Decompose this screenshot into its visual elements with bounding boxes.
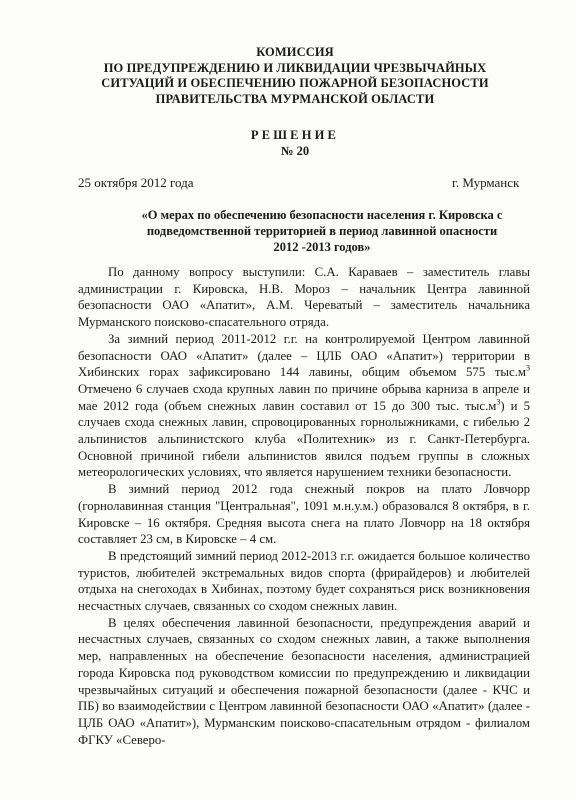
subject-line-1: «О мерах по обеспечению безопасности населения г. Кировска с <box>141 208 503 222</box>
decision-title: РЕШЕНИЕ <box>250 128 340 142</box>
subject-line-3: 2012 -2013 годов» <box>273 240 371 254</box>
paragraph-avalanche-stats-part-3: ) и 5 случаев схода снежных лавин, спровоцированных горнолыжниками, с гибелью 2 альпинистов альпинистского клуба «Политехник» из г. Санкт-Петербурга. Основной причиной гибели альпинистов явился подъем группы в сложных метеорологических условиях, что является нарушением техники безопасности. <box>78 398 530 480</box>
paragraph-avalanche-stats-part-1: За зимний период 2011-2012 г.г. на контролируемой Центром лавинной безопасности ОАО «Апатит» (далее – ЦЛБ ОАО «Апатит») территории в Хибинских горах зафиксировано 144 лавины, общим объемом 575 тыс.м <box>78 331 530 380</box>
subject-line-2: подведомственной территорией в период лавинной опасности <box>146 224 498 238</box>
paragraph-speakers: По данному вопросу выступили: С.А. Караваев – заместитель главы администрации г. Кировска, Н.В. Мороз – начальник Центра лавинной безопасности ОАО «Апатит», А.М. Череватый – заместитель начальника Мурманского поисково-спасательного отряда. <box>78 265 530 330</box>
header-line-4: ПРАВИТЕЛЬСТВА МУРМАНСКОЙ ОБЛАСТИ <box>155 91 435 106</box>
paragraph-measures: В целях обеспечения лавинной безопасности, предупреждения аварий и несчастных случаев, связанных со сходом снежных лавин, а также выполнения мер, направленных на обеспечение безопасности населения, администрацией города Кировска под руководством комиссии по предупреждению и ликвидации чрезвычайных ситуаций и обеспечения пожарной безопасности (далее - КЧС и ПБ) во взаимодействии с Центром лавинной безопасности ОАО «Апатит» (далее - ЦЛБ ОАО «Апатит»), Мурманским поисково-спасательным отрядом - филиалом ФГКУ «Северо- <box>78 615 530 747</box>
decision-date: 25 октября 2012 года <box>78 175 194 190</box>
superscript-cubic-1: 3 <box>526 363 530 373</box>
decision-block <box>60 127 530 159</box>
commission-header <box>60 45 530 107</box>
header-line-3: СИТУАЦИЙ И ОБЕСПЕЧЕНИЮ ПОЖАРНОЙ БЕЗОПАСНОСТИ <box>101 76 489 90</box>
paragraph-forecast: В предстоящий зимний период 2012-2013 г.г. ожидается большое количество туристов, любителей экстремальных видов спорта (фрирайдеров) и любителей отдыха на снегоходах в Хибинах, поэтому будет сохраняться риск возникновения несчастных случаев, связанных со сходом снежных лавин. <box>78 548 530 614</box>
decision-subject <box>100 207 544 255</box>
superscript-cubic-2: 3 <box>496 397 501 407</box>
paragraph-avalanche-stats-part-2: Отмечено 6 случаев схода крупных лавин по причине обрыва карниза в апреле и мае 2012 года (объем снежных лавин составил от 15 до 300 тыс. тыс.м <box>78 381 530 413</box>
header-line-1: КОМИССИЯ <box>256 45 334 59</box>
document-body <box>78 264 530 748</box>
header-line-2: ПО ПРЕДУПРЕЖДЕНИЮ И ЛИКВИДАЦИИ ЧРЕЗВЫЧАЙНЫХ <box>103 60 487 75</box>
decision-number: № 20 <box>280 144 310 158</box>
paragraph-avalanche-stats <box>78 331 530 481</box>
paragraph-snow-cover: В зимний период 2012 года снежный покров на плато Ловчорр (горнолавинная станция "Центральная", 1091 м.н.у.м.) образовался 8 октября, в г. Кировске – 16 октября. Средняя высота снега на плато Ловчорр на 18 октября составляет 23 см, в Кировске – 4 см. <box>78 482 530 547</box>
decision-city: г. Мурманск <box>452 175 520 190</box>
